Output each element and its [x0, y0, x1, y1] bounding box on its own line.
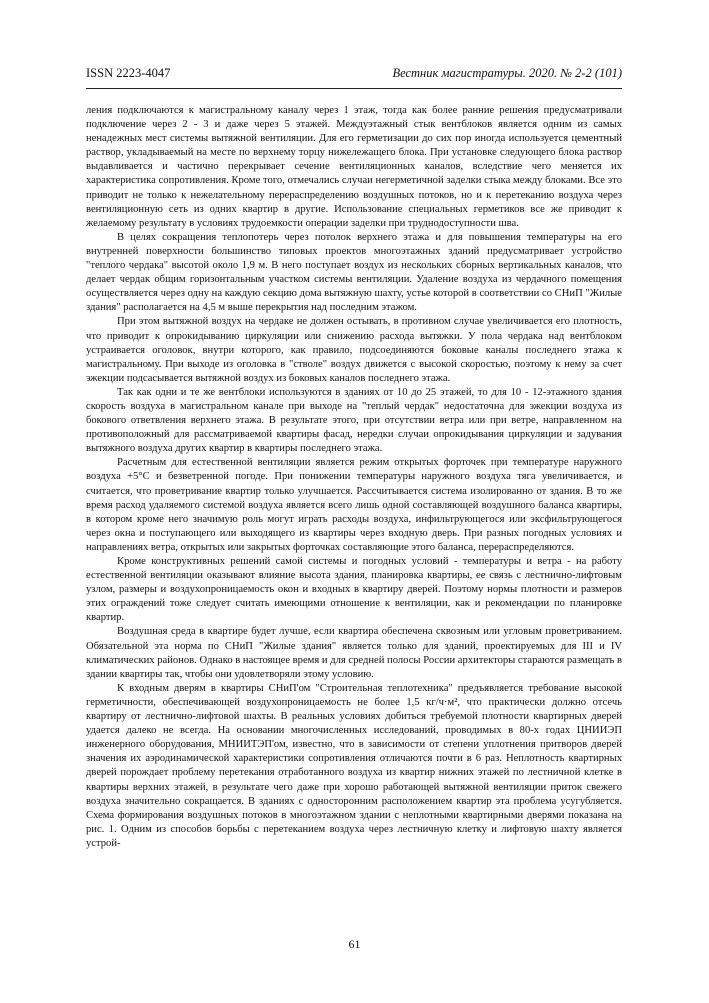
paragraph: ления подключаются к магистральному каналу через 1 этаж, тогда как более ранние решения предусматривали подключение через 2 - 3 и даже через 5 этажей. Междуэтажный стык вентблоков является одним из самых ненадежных мест системы вытяжной вентиляции. Для его герметизации до сих пор иногда используется цементный раствор, укладываемый на месте по верхнему торцу нижележащего блока. При установке следующего блока раствор выдавливается и частично перекрывает сечение вентиляционных каналов, вследствие чего меняется их характеристика сопротивления. Кроме того, отмечались случаи негерметичной заделки стыка между блоками. Все это приводит не только к нежелательному перераспределению воздушных потоков, но и к перетеканию воздуха через вентиляционную сеть из одних квартир в другие. Использование специальных герметиков все же приводит к желаемому результату в условиях трудоемкости операции заделки при труднодоступности шва.: [86, 105, 622, 229]
journal-title: Вестник магистратуры. 2020. № 2-2 (101): [392, 66, 622, 80]
page-number: 61: [348, 937, 361, 951]
paragraph: В целях сокращения теплопотерь через потолок верхнего этажа и для повышения температуры на его внутренней поверхности большинство типовых проектов многоэтажных зданий предусматривает устройство "теплого чердака" высотой около 1,9 м. В него поступает воздух из нескольких сборных вертикальных каналов, что делает чердак общим горизонтальным участком системы вентиляции. Удаление воздуха из чердачного помещения осуществляется через одну на каждую секцию дома вытяжную шахту, устье которой в соответствии со СНиП "Жилые здания" располагается на 4,5 м выше перекрытия над последним этажом.: [86, 231, 622, 314]
paragraph: Расчетным для естественной вентиляции является режим открытых форточек при температуре наружного воздуха +5°C и безветренной погоде. При понижении температуры наружного воздуха тяга увеличивается, и считается, что проветривание квартир только улучшается. Рассчитывается система изолированно от здания. В то же время расход удаляемого системой воздуха является всего лишь одной составляющей воздушного баланса квартиры, в котором кроме него значимую роль могут играть расходы воздуха, инфильтрующегося или эксфильтрующегося через окна и поступающего или выходящего из квартиры через входную дверь. При разных погодных условиях и направлениях ветра, открытых или закрытых форточках составляющие этого баланса, перераспределяются.: [86, 457, 622, 553]
paragraph: Кроме конструктивных решений самой системы и погодных условий - температуры и ветра - на работу естественной вентиляции оказывают влияние высота здания, планировка квартиры, ее связь с лестнично-лифтовым узлом, размеры и воздухопроницаемость окон и входных в квартиру дверей. Поэтому нормы плотности и размеров этих ограждений тоже следует считать имеющими отношение к вентиляции, как и рекомендации по планировке квартир.: [86, 556, 622, 624]
paragraph: Так как одни и те же вентблоки используются в зданиях от 10 до 25 этажей, то для 10 - 12-этажного здания скорость воздуха в магистральном канале при выходе на "теплый чердак" недостаточна для эжекции воздуха из бокового ответвления верхнего этажа. В результате этого, при отсутствии ветра или при ветре, направленном на противоположный для рассматриваемой квартиры фасад, нередки случаи опрокидывания циркуляции и задувания вытяжного воздуха других квартир в квартиры последнего этажа.: [86, 386, 622, 455]
paragraph: К входным дверям в квартиры СНиП'ом "Строительная теплотехника" предъявляется требование высокой герметичности, обеспечивающей воздухопроницаемость не более 1,5 кг/ч·м², что практически должно отсечь квартиру от лестнично-лифтовой шахты. В реальных условиях добиться требуемой плотности квартирных дверей удается далеко не всегда. На основании многочисленных исследований, проводимых в 80-х годах ЦНИИЭП инженерного оборудования, МНИИТЭП'ом, известно, что в зависимости от степени уплотнения притворов дверей значения их аэродинамической характеристики сопротивления отличаются почти в 6 раз. Неплотность квартирных дверей порождает проблему перетекания отработанного воздуха из квартир нижних этажей по лестничной клетке в квартиры верхних этажей, в результате чего даже при хорошо работающей вытяжной вентиляции приток свежего воздуха значительно сокращается. В зданиях с односторонним расположением квартир эта проблема усугубляется. Схема формирования воздушных потоков в многоэтажном здании с неплотными квартирными дверями показана на рис. 1. Одним из способов борьбы с перетеканием воздуха через лестничную клетку и лифтовую шахту является устрой-: [86, 682, 622, 849]
issn: ISSN 2223-4047: [86, 66, 171, 80]
article-body: [86, 104, 622, 851]
paragraph: Воздушная среда в квартире будет лучше, если квартира обеспечена сквозным или угловым проветриванием. Обязательной эта норма по СНиП "Жилые здания" является только для зданий, проектируемых для III и IV климатических районов. Однако в настоящее время и для средней полосы России архитекторы стараются размещать в здании квартиры так, чтобы они удовлетворяли этому условию.: [86, 626, 622, 680]
paragraph: При этом вытяжной воздух на чердаке не должен остывать, в противном случае увеличивается его плотность, что приводит к опрокидыванию циркуляции или снижению расхода вытяжки. У пола чердака над вентблоком устраивается оголовок, внутри которого, как правило, подсоединяются боковые каналы последнего этажа к магистральному. При выходе из оголовка в "стволе" воздух движется с высокой скоростью, поэтому к нему за счет эжекции подсасывается вытяжной воздух из боковых каналов последнего этажа.: [86, 316, 622, 384]
running-header: [86, 66, 622, 89]
